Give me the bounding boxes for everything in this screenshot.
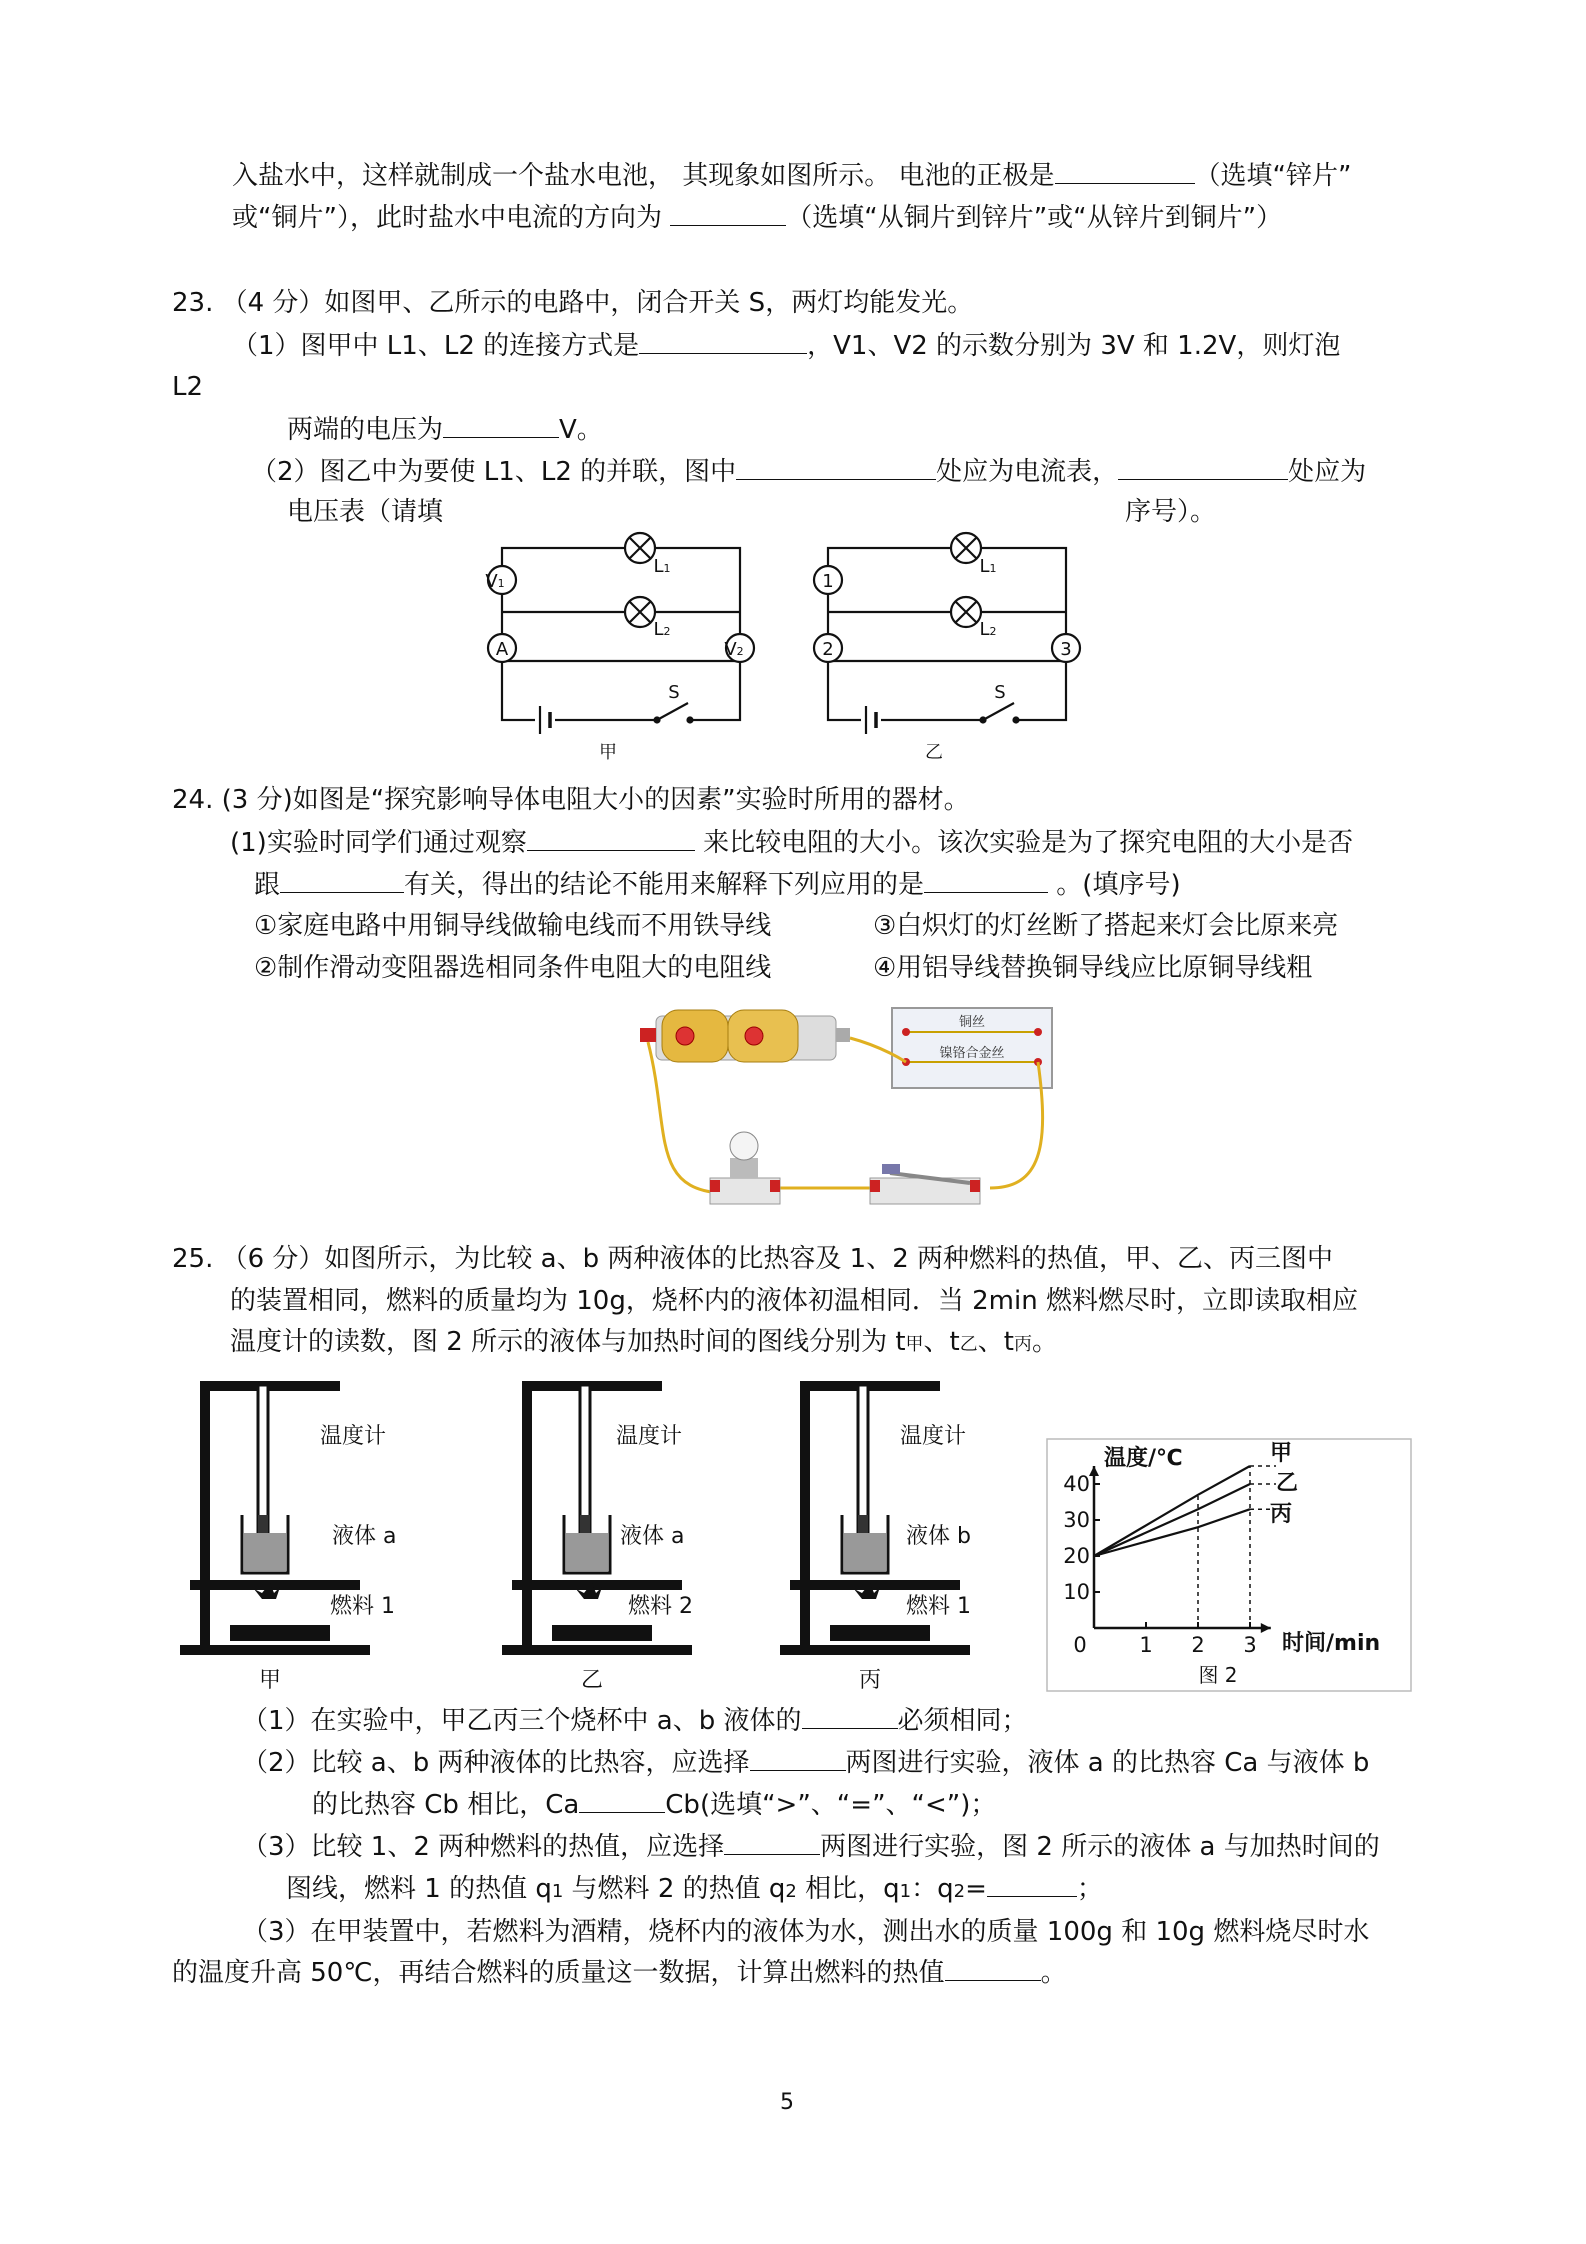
chart-y-tick-label: 10: [1063, 1580, 1090, 1604]
answer-blank[interactable]: [1118, 453, 1288, 480]
q24-option-1: ①家庭电路中用铜导线做输电线而不用铁导线: [254, 911, 772, 941]
position-3-label: 3: [1060, 639, 1072, 660]
answer-blank[interactable]: [639, 327, 807, 354]
q25-sub4-cont: 的温度升高 50℃，再结合燃料的质量这一数据，计算出燃料的热值 。: [172, 1954, 1067, 1991]
ammeter-label: A: [495, 639, 509, 660]
figure-yi-label: 乙: [925, 742, 943, 763]
q24-heading: 24. (3 分)如图是“探究影响导体电阻大小的因素”实验时所用的器材。: [172, 785, 970, 815]
nichrome-wire-label: 镍铬合金丝: [939, 1046, 1005, 1061]
q25-line2: 的装置相同，燃料的质量均为 10g，烧杯内的液体初温相同．当 2min 燃料燃尽时，立即读取相应: [230, 1286, 1358, 1316]
circuit-diagrams: [485, 540, 1130, 770]
q25-sub3-cont: 图线，燃料 1 的热值 q1 与燃料 2 的热值 q2 相比，q1：q2= ；: [286, 1870, 1103, 1910]
svg-text:燃料 1: 燃料 1: [906, 1594, 971, 1619]
lamp-l1-label: L1: [979, 556, 997, 577]
chart-y-tick-label: 30: [1063, 1508, 1090, 1532]
q22-line1: 入盐水中，这样就制成一个盐水电池， 其现象如图所示。 电池的正极是 （选填“锌片”: [232, 157, 1351, 194]
q23-part1-voltage: 两端的电压为 V。: [287, 411, 603, 448]
heating-apparatus-figures: [180, 1375, 1040, 1695]
answer-blank[interactable]: [443, 411, 559, 438]
q25-sub4: （3）在甲装置中，若燃料为酒精，烧杯内的液体为水，测出水的质量 100g 和 10g 燃料烧尽时水: [242, 1917, 1370, 1947]
q25-sub1: （1）在实验中，甲乙丙三个烧杯中 a、b 液体的 必须相同；: [242, 1702, 1028, 1739]
svg-text:乙: 乙: [580, 1668, 604, 1693]
svg-text:液体 a: 液体 a: [332, 1524, 397, 1549]
apparatus-jia: [180, 1381, 396, 1693]
q25-sub2-cont: 的比热容 Cb 相比，Ca Cb(选填“>”、“=”、“<”)；: [312, 1786, 996, 1823]
chart-x-tick-label: 1: [1139, 1633, 1153, 1657]
q24-option-4: ④用铝导线替换铜导线应比原铜导线粗: [873, 953, 1313, 983]
answer-blank[interactable]: [736, 453, 936, 480]
q25-sub3: （3）比较 1、2 两种燃料的热值，应选择 两图进行实验，图 2 所示的液体 a 与加热时间的: [242, 1828, 1380, 1865]
answer-blank[interactable]: [280, 866, 404, 893]
answer-blank[interactable]: [945, 1954, 1041, 1981]
voltmeter-v1-label: V1: [485, 571, 505, 592]
answer-blank[interactable]: [802, 1702, 898, 1729]
svg-text:温度计: 温度计: [616, 1424, 683, 1449]
chart-y-tick-label: 20: [1063, 1544, 1090, 1568]
answer-blank[interactable]: [724, 1828, 820, 1855]
chart-x-tick-label: 0: [1073, 1633, 1087, 1657]
svg-text:液体 b: 液体 b: [906, 1524, 971, 1549]
q24-option-2: ②制作滑动变阻器选相同条件电阻大的电阻线: [254, 953, 772, 983]
answer-blank[interactable]: [750, 1744, 846, 1771]
lamp-l1-label: L1: [653, 556, 671, 577]
svg-text:丙: 丙: [858, 1668, 882, 1693]
chart-x-label: 时间/min: [1282, 1631, 1381, 1656]
chart-x-tick-label: 2: [1191, 1633, 1205, 1657]
svg-text:温度计: 温度计: [900, 1424, 967, 1449]
q24-part1-cont: 跟 有关，得出的结论不能用来解释下列应用的是 。(填序号): [254, 866, 1181, 903]
figure-jia-label: 甲: [599, 742, 617, 763]
q23-part1: （1）图甲中 L1、L2 的连接方式是 ，V1、V2 的示数分别为 3V 和 1.2V，则灯泡: [232, 327, 1340, 364]
voltmeter-v2-label: V2: [724, 639, 744, 660]
page-number: 5: [780, 2090, 794, 2115]
apparatus-bing: [780, 1381, 971, 1693]
answer-blank[interactable]: [579, 1786, 665, 1813]
switch-label: S: [994, 682, 1006, 703]
switch-label: S: [668, 682, 680, 703]
q23-part2: （2）图乙中为要使 L1、L2 的并联，图中 处应为电流表， 处应为: [251, 453, 1366, 490]
chart-series-label: 甲: [1270, 1441, 1293, 1466]
chart-y-tick-label: 40: [1063, 1472, 1090, 1496]
q22-line2: 或“铜片”），此时盐水中电流的方向为 （选填“从铜片到锌片”或“从锌片到铜片”）: [232, 199, 1282, 236]
svg-text:燃料 1: 燃料 1: [330, 1594, 395, 1619]
chart-y-label: 温度/℃: [1104, 1446, 1183, 1471]
q25-heading: 25. （6 分）如图所示，为比较 a、b 两种液体的比热容及 1、2 两种燃料的热值，甲、乙、丙三图中: [172, 1244, 1334, 1274]
answer-blank[interactable]: [924, 866, 1048, 893]
answer-blank[interactable]: [670, 199, 786, 226]
q23-part1-cont: L2: [172, 372, 204, 402]
q24-option-3: ③白炽灯的灯丝断了搭起来灯会比原来亮: [873, 911, 1339, 941]
lamp-l2-label: L2: [979, 619, 997, 640]
q23-part2-end: 序号）。: [1125, 497, 1217, 527]
svg-text:燃料 2: 燃料 2: [628, 1594, 693, 1619]
svg-text:液体 a: 液体 a: [620, 1524, 685, 1549]
answer-blank[interactable]: [527, 824, 695, 851]
temperature-time-chart: [1046, 1438, 1412, 1692]
chart-x-tick-label: 3: [1243, 1633, 1257, 1657]
chart-series-label: 丙: [1270, 1502, 1293, 1528]
answer-blank[interactable]: [987, 1870, 1077, 1897]
chart-series-label: 乙: [1276, 1471, 1299, 1496]
resistance-apparatus-figure: [630, 998, 1070, 1218]
q23-heading: 23. （4 分）如图甲、乙所示的电路中，闭合开关 S，两灯均能发光。: [172, 288, 974, 318]
position-1-label: 1: [822, 571, 834, 592]
answer-blank[interactable]: [1055, 157, 1195, 184]
position-2-label: 2: [822, 639, 834, 660]
apparatus-yi: [502, 1381, 693, 1693]
q25-line3: 温度计的读数，图 2 所示的液体与加热时间的图线分别为 t甲、t乙、t丙。: [230, 1327, 1058, 1357]
lamp-l2-label: L2: [653, 619, 671, 640]
chart-title: 图 2: [1198, 1663, 1238, 1687]
svg-text:甲: 甲: [258, 1668, 282, 1693]
q25-sub2: （2）比较 a、b 两种液体的比热容，应选择 两图进行实验，液体 a 的比热容 Ca 与液体 b: [242, 1744, 1369, 1781]
q24-part1: (1)实验时同学们通过观察 来比较电阻的大小。该次实验是为了探究电阻的大小是否: [230, 824, 1353, 861]
q23-part2-cont: 电压表（请填: [287, 497, 444, 527]
svg-text:温度计: 温度计: [320, 1424, 387, 1449]
copper-wire-label: 铜丝: [958, 1015, 986, 1030]
